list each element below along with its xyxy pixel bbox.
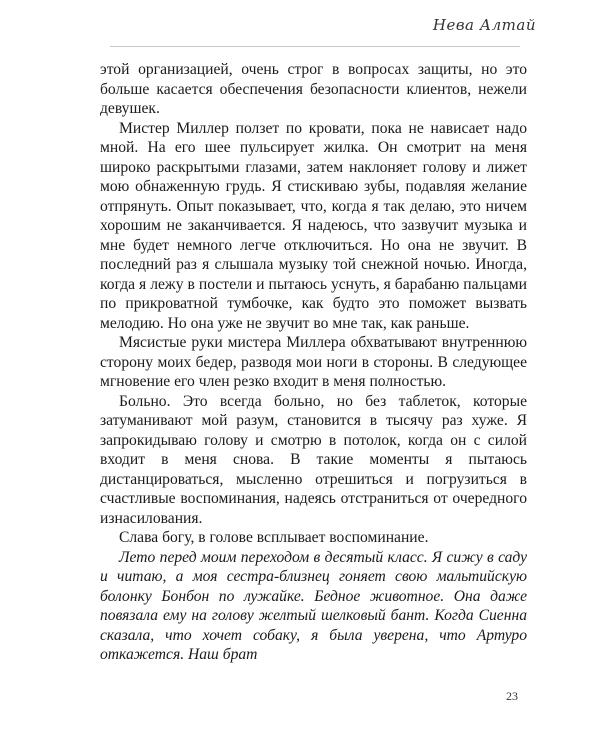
paragraph-6-memory: Лето перед моим переходом в десятый класс. Я сижу в саду и читаю, а моя сестра-близнец гоняет свою мальтийскую болонку Бонбон по лужайке. Бедное животное. Она даже повязала ему на голову желтый шелковый бант. Когда Сиенна сказала, что хочет собаку, я была уверена, что Артуро откажется. Наш брат — [100, 548, 527, 663]
paragraph-5: Слава богу, в голове всплывает воспоминание. — [119, 529, 429, 546]
page-number: 23 — [506, 689, 518, 703]
paragraph-2: Мистер Миллер ползет по кровати, пока не нависает надо мной. На его шее пульсирует жилка. Он смотрит на меня широко раскрытыми глазами, затем наклоняет голову и лижет мою обнаженную грудь. Я стискиваю зубы, подавляя желание отпрянуть. Опыт показывает, что, когда я так делаю, это ничем хорошим не заканчивается. Я надеюсь, что зазвучит музыка и мне будет немного легче отключиться. Но она не звучит. В последний раз я слышала музыку той снежной ночью. Иногда, когда я лежу в постели и пытаюсь уснуть, я барабаню пальцами по прикроватной тумбочке, как будто это поможет вызвать мелодию. Но она уже не звучит во мне так, как раньше. — [100, 119, 527, 332]
paragraph-3: Мясистые руки мистера Миллера обхватывают внутреннюю сторону моих бедер, разводя мои ноги в стороны. В следующее мгновение его член резко входит в меня полностью. — [100, 334, 527, 390]
header-rule — [110, 46, 520, 47]
body-text — [100, 60, 527, 665]
paragraph-1: этой организацией, очень строг в вопросах защиты, но это больше касается обеспечения безопасности клиентов, нежели девушек. — [100, 61, 527, 117]
paragraph-4: Больно. Это всегда больно, но без таблеток, которые затуманивают мой разум, становится в тысячу раз хуже. Я запрокидываю голову и смотрю в потолок, когда он с силой входит в меня снова. В такие моменты я пытаюсь дистанцироваться, мысленно отрешиться и погрузиться в счастливые воспоминания, надеясь отстраниться от очередного изнасилования. — [100, 392, 527, 527]
running-title: Нева Алтай — [432, 16, 536, 34]
